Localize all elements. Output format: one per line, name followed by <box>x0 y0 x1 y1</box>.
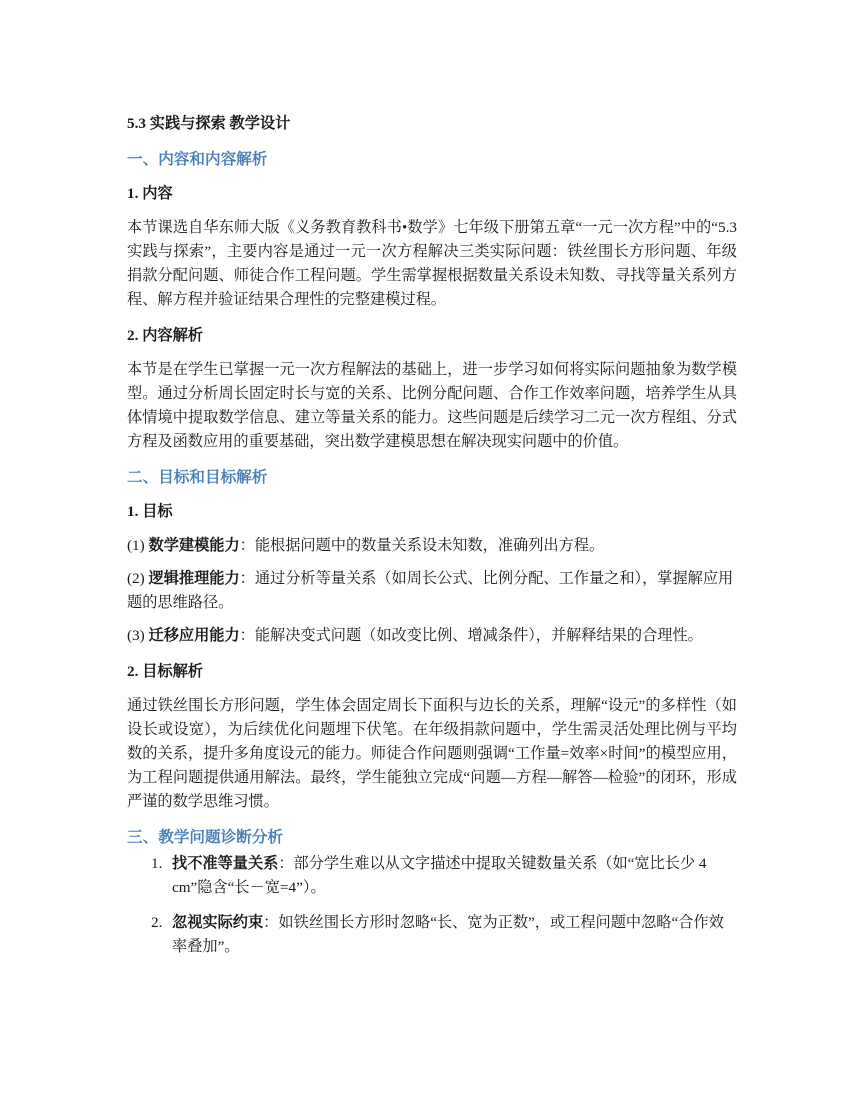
subheading-goal-analysis: 2. 目标解析 <box>127 663 203 680</box>
content-analysis-paragraph: 本节是在学生已掌握一元一次方程解法的基础上，进一步学习如何将实际问题抽象为数学模型。通过分析周长固定时长与宽的关系、比例分配问题、合作工作效率问题，培养学生从具体情境中提取数学信息、建立等量关系的能力。这些问题是后续学习二元一次方程组、分式方程及函数应用的重要基础，突出数学建模思想在解决现实问题中的价值。 <box>127 361 737 450</box>
goal-analysis-paragraph: 通过铁丝围长方形问题，学生体会固定周长下面积与边长的关系，理解“设元”的多样性（如设长或设宽），为后续优化问题埋下伏笔。在年级捐款问题中，学生需灵活处理比例与平均数的关系，提升多角度设元的能力。师徒合作问题则强调“工作量=效率×时间”的模型应用，为工程问题提供通用解法。最终，学生能独立完成“问题—方程—解答—检验”的闭环，形成严谨的数学思维习惯。 <box>127 697 737 810</box>
diagnosis-label: 忽视实际约束 <box>172 914 264 931</box>
section-heading-content: 一、内容和内容解析 <box>127 151 268 168</box>
section-heading-diagnosis: 三、教学问题诊断分析 <box>127 829 283 846</box>
list-item-number: 2. <box>151 914 163 931</box>
goal-prefix: (3) <box>127 627 149 644</box>
subheading-goals: 1. 目标 <box>127 503 173 520</box>
content-paragraph: 本节课选自华东师大版《义务教育教科书•数学》七年级下册第五章“一元一次方程”中的“5.3 实践与探索”，主要内容是通过一元一次方程解决三类实际问题：铁丝围长方形问题、年级捐款分配问题、师徒合作工程问题。学生需掌握根据数量关系设未知数、寻找等量关系列方程、解方程并验证结果合理性的完整建模过程。 <box>127 219 737 308</box>
goal-label: 迁移应用能力 <box>148 627 240 644</box>
diagnosis-text: ：如铁丝围长方形时忽略“长、宽为正数”，或工程问题中忽略“合作效率叠加”。 <box>172 914 724 955</box>
list-item <box>127 911 737 959</box>
goal-prefix: (2) <box>127 570 149 587</box>
document-title: 5.3 实践与探索 教学设计 <box>127 115 291 132</box>
goal-text: ：能根据问题中的数量关系设未知数，准确列出方程。 <box>239 537 605 554</box>
goal-item-2 <box>127 567 737 615</box>
subheading-content: 1. 内容 <box>127 185 173 202</box>
subheading-content-analysis: 2. 内容解析 <box>127 327 203 344</box>
goal-item-1 <box>127 534 737 558</box>
goal-prefix: (1) <box>127 537 149 554</box>
diagnosis-label: 找不准等量关系 <box>172 855 279 872</box>
diagnosis-list <box>127 852 737 959</box>
document-page <box>127 112 737 970</box>
goal-text: ：通过分析等量关系（如周长公式、比例分配、工作量之和），掌握解应用题的思维路径。 <box>127 570 734 611</box>
goal-label: 逻辑推理能力 <box>148 570 240 587</box>
goal-text: ：能解决变式问题（如改变比例、增减条件），并解释结果的合理性。 <box>239 627 703 644</box>
list-item-number: 1. <box>151 855 163 872</box>
list-item <box>127 852 737 900</box>
goal-item-3 <box>127 624 737 648</box>
goal-label: 数学建模能力 <box>148 537 240 554</box>
section-heading-goals: 二、目标和目标解析 <box>127 469 268 486</box>
diagnosis-text: ：部分学生难以从文字描述中提取关键数量关系（如“宽比长少 4 cm”隐含“长－宽=4”）。 <box>172 855 707 896</box>
